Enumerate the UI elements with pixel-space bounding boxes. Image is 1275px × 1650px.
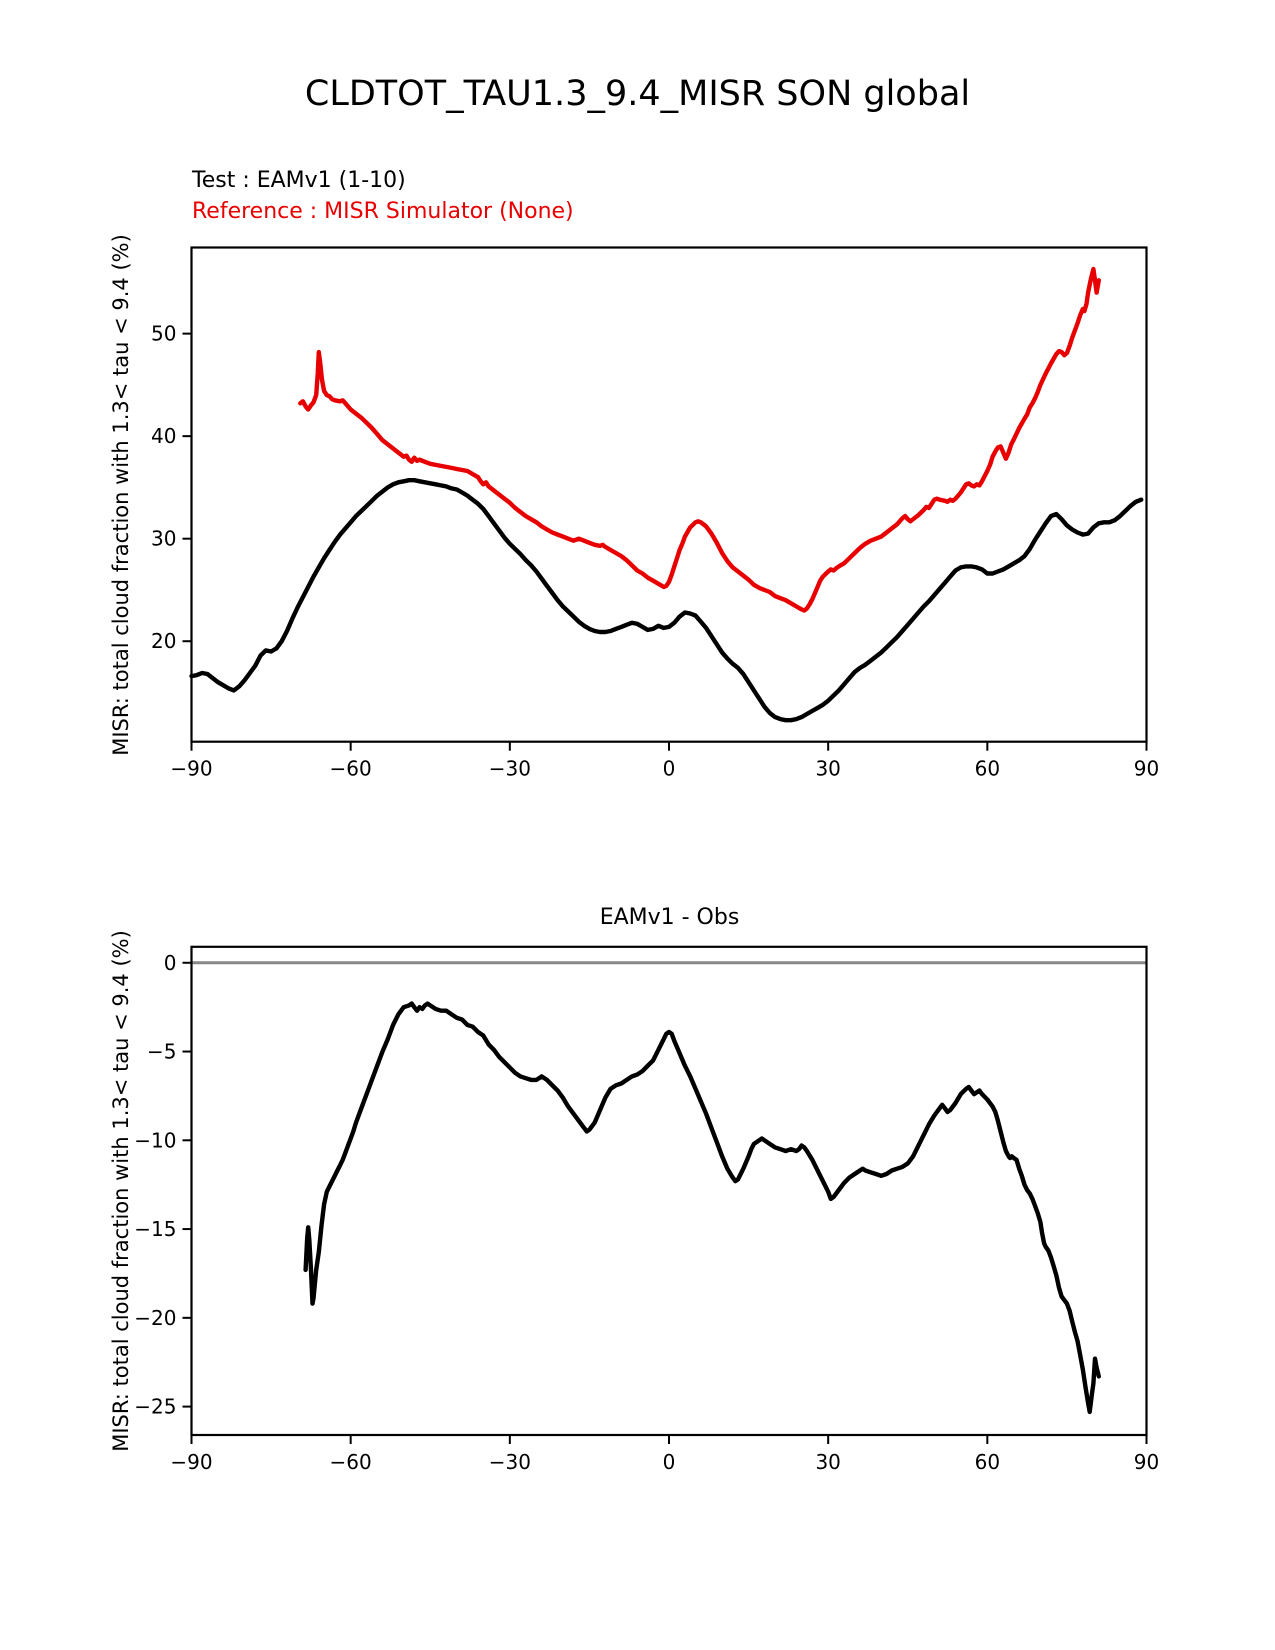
y-tick-label: −15 (134, 1217, 177, 1242)
y-tick-label: −10 (134, 1128, 177, 1153)
y-tick-label: 20 (151, 629, 177, 654)
x-tick-label: 0 (662, 1450, 676, 1474)
y-tick-label: 30 (151, 526, 177, 551)
x-tick-label: −90 (170, 1450, 213, 1474)
test-label: Test : EAMv1 (1-10) (192, 168, 406, 193)
y-tick-label: 0 (163, 950, 177, 975)
y-tick-label: −25 (134, 1394, 177, 1419)
panel-difference (134, 947, 1159, 1474)
reference-label: Reference : MISR Simulator (None) (192, 199, 574, 224)
x-tick-label: 30 (815, 1450, 841, 1474)
x-tick-label: −60 (329, 756, 372, 781)
x-tick-label: 60 (974, 1450, 1001, 1474)
y-axis-label-top: MISR: total cloud fraction with 1.3< tau < 9.4 (%) (109, 234, 133, 756)
x-tick-label: 90 (1133, 1450, 1160, 1474)
reference-series-line (300, 269, 1099, 611)
x-tick-label: 90 (1133, 756, 1160, 781)
y-tick-label: 40 (151, 424, 177, 449)
plot-frame (192, 947, 1147, 1435)
y-tick-label: −5 (147, 1039, 177, 1064)
x-tick-label: 0 (662, 756, 676, 781)
panel-difference-title: EAMv1 - Obs (599, 905, 740, 930)
x-tick-label: −90 (170, 756, 213, 781)
page-title: CLDTOT_TAU1.3_9.4_MISR SON global (304, 74, 971, 114)
x-tick-label: −60 (329, 1450, 372, 1474)
y-tick-label: 50 (151, 321, 177, 346)
plot-frame (192, 248, 1147, 742)
x-tick-label: 30 (815, 756, 841, 781)
panel-test-vs-reference (151, 248, 1159, 781)
y-tick-label: −20 (134, 1305, 177, 1330)
test-series-line (192, 480, 1142, 720)
y-axis-label-bottom: MISR: total cloud fraction with 1.3< tau < 9.4 (%) (109, 930, 133, 1452)
x-tick-label: −30 (488, 756, 531, 781)
diff-series-line (306, 1004, 1099, 1412)
x-tick-label: 60 (974, 756, 1001, 781)
x-tick-label: −30 (488, 1450, 531, 1474)
